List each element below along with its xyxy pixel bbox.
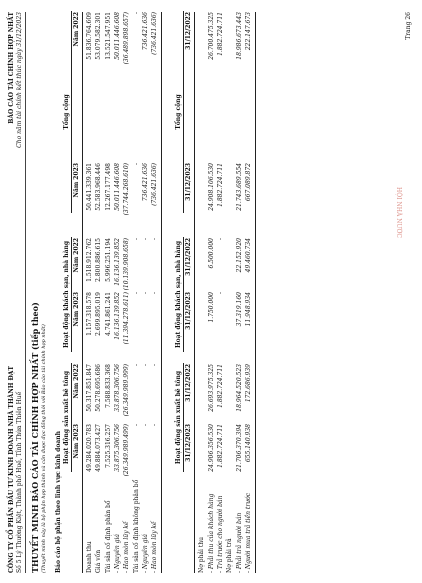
company-address: Số 5 Lý Thường Kiệt, Thành phố Huế, Tỉnh Thừa Thiên Huế [16, 391, 23, 573]
header-rule [25, 12, 26, 573]
header-rule [194, 12, 195, 573]
table-cell: 172.686.939 [244, 364, 252, 403]
report-period: Cho năm tài chính kết thúc ngày 31/12/2023 [16, 12, 23, 148]
row-label: - Hao mòn lũy kế [123, 521, 131, 573]
table-cell: 6.500.000 [207, 238, 215, 269]
table-cell: 24.906.356.530 [207, 424, 215, 472]
column-header: 31/12/2023 [185, 163, 193, 201]
section-label: Báo cáo bộ phận theo lĩnh vực kinh doanh [55, 431, 62, 573]
group-header: Tổng cộng [63, 94, 70, 130]
table-cell: 2.800.886.615 [95, 238, 103, 282]
row-label: - Hao mòn lũy kế [151, 521, 159, 573]
column-header: Năm 2023 [73, 163, 80, 198]
table-cell: - [217, 292, 224, 295]
column-header: 31/12/2022 [185, 12, 193, 50]
row-label: Doanh thu [86, 541, 93, 573]
table-cell: 1.518.912.762 [86, 238, 93, 282]
table-cell: 7.588.833.368 [104, 364, 112, 408]
table-cell: 5.996.251.194 [104, 238, 112, 282]
table-cell: - [141, 238, 149, 241]
table-cell: (10.139.908.658) [123, 238, 131, 291]
table-cell: 37.319.160 [235, 292, 243, 327]
table-cell: 16.136.139.852 [113, 292, 121, 340]
group-underline [183, 363, 184, 472]
table-cell: 2.699.895.019 [95, 292, 103, 336]
table-cell: 1.750.000 [207, 292, 215, 323]
group-header: Hoạt động khách sạn, nhà hàng [175, 240, 183, 349]
table-cell: 21.706.370.394 [235, 424, 243, 472]
table-cell: (36.489.898.657) [123, 12, 131, 65]
table-cell: 49.884.073.427 [95, 424, 103, 472]
table-cell: 33.878.306.756 [113, 364, 121, 412]
table-cell: 52.583.968.446 [95, 163, 103, 211]
table-cell: - [151, 238, 159, 241]
page-title: THUYẾT MINH BÁO CÁO TÀI CHÍNH HỢP NHẤT (tiếp theo) [30, 302, 40, 573]
row-label: - Phải thu của khách hàng [207, 493, 215, 573]
table-cell: 33.875.306.756 [113, 424, 121, 472]
table-cell: - [132, 163, 140, 166]
table-cell: 1.157.318.578 [86, 292, 93, 336]
column-header: Năm 2023 [73, 292, 80, 327]
table-cell: - [132, 364, 140, 367]
table-cell: 26.693.975.325 [207, 364, 215, 412]
table-cell: 50.441.339.361 [86, 163, 93, 211]
table-cell: 222.147.673 [244, 12, 252, 51]
table-cell: 12.267.177.498 [104, 163, 112, 211]
table-cell: - [141, 424, 149, 427]
group-header: Hoạt động sản xuất bê tông [175, 370, 183, 465]
table-cell: (26.349.989.999) [123, 364, 131, 417]
table-cell: 4.741.861.241 [104, 292, 112, 336]
table-cell: 49.284.020.783 [86, 424, 93, 472]
group-header: Tổng cộng [175, 94, 183, 130]
row-label: Tài sản cố định phân bổ [104, 500, 112, 573]
table-cell: - [141, 364, 149, 367]
table-cell: - [132, 292, 140, 295]
table-cell: 51.836.764.609 [86, 12, 93, 60]
column-header: 31/12/2022 [185, 364, 193, 402]
table-cell: (11.394.278.611) [123, 292, 131, 345]
table-cell: 736.421.636 [141, 12, 149, 51]
group-underline [71, 363, 72, 472]
group-underline [183, 11, 184, 213]
column-header: Năm 2022 [73, 238, 80, 273]
report-name: BÁO CÁO TÀI CHÍNH HỢP NHẤT [8, 12, 15, 124]
table-cell: 50.278.695.686 [95, 364, 103, 412]
table-cell: 1.882.724.711 [217, 424, 224, 468]
table-cell: 24.908.106.530 [207, 163, 215, 211]
table-cell: (736.421.636) [151, 163, 159, 206]
table-cell: - [141, 292, 149, 295]
table-cell: 736.421.636 [141, 163, 149, 202]
row-label: - Người mua trả tiền trước [244, 492, 252, 573]
table-cell: 50.011.446.608 [113, 163, 121, 211]
table-cell: 7.525.316.257 [104, 424, 112, 468]
table-cell: 49.460.734 [244, 238, 252, 273]
table-cell: 18.964.520.523 [235, 364, 243, 412]
table-cell: (37.744.268.610) [123, 163, 131, 216]
table-cell: - [151, 292, 159, 295]
table-cell: 50.011.446.608 [113, 12, 121, 60]
table-cell: 655.140.938 [244, 424, 252, 463]
table-cell: - [132, 238, 140, 241]
table-cell: 667.089.872 [244, 163, 252, 202]
table-cell: 53.079.582.301 [95, 12, 103, 60]
table-cell: - [132, 12, 140, 15]
stamp-text: HỘI NHÀ NƯỚC [395, 187, 402, 238]
table-cell: 1.882.724.711 [217, 163, 224, 207]
table-cell: - [151, 424, 159, 427]
row-label: - Nguyên giá [113, 534, 121, 573]
table-cell: 16.136.139.852 [113, 238, 121, 286]
table-cell: (26.349.989.499) [123, 424, 131, 477]
row-label: - Trả trước cho người bán [217, 495, 224, 573]
row-label: Nợ phải thu [198, 536, 206, 573]
group-underline [71, 237, 72, 352]
table-cell: 11.948.934 [244, 292, 252, 327]
group-header: Hoạt động khách sạn, nhà hàng [63, 240, 70, 349]
table-cell: 22.152.920 [235, 238, 243, 273]
table-bottom-rule [161, 12, 162, 573]
group-header: Hoạt động sản xuất bê tông [63, 370, 70, 465]
table-cell: 18.986.673.443 [235, 12, 243, 60]
column-header: Năm 2022 [73, 12, 80, 47]
row-label: Nợ phải trả [226, 538, 234, 573]
page-number: Trang 26 [405, 12, 412, 40]
column-header: 31/12/2023 [185, 424, 193, 462]
page-subtitle: (Thuyết minh này là bộ phận hợp thành và cần được đọc đồng thời với Báo cáo tài chính hợp nhất) [41, 324, 47, 573]
table-cell: 13.521.547.951 [104, 12, 112, 60]
table-cell: - [217, 238, 224, 241]
row-label: Giá vốn [95, 549, 103, 573]
column-header: 31/12/2023 [185, 292, 193, 330]
column-header: Năm 2022 [73, 364, 80, 399]
table-cell: 50.317.851.847 [86, 364, 93, 412]
row-label: - Phải trả người bán [235, 512, 243, 573]
table-cell: (736.421.636) [151, 12, 159, 55]
column-header: Năm 2023 [73, 424, 80, 459]
group-underline [183, 237, 184, 352]
company-name: CÔNG TY CỔ PHẦN ĐẦU TƯ KINH DOANH NHÀ THÀNH ĐẠT [8, 366, 15, 573]
header-rule [82, 12, 83, 573]
group-underline [71, 11, 72, 213]
table-cell: 1.882.724.711 [217, 364, 224, 408]
table-cell: - [151, 364, 159, 367]
table-cell: 26.700.475.325 [207, 12, 215, 60]
table-bottom-rule [255, 12, 256, 573]
row-label: Tài sản cố định không phân bổ [132, 479, 140, 573]
table-cell: 1.882.724.711 [217, 12, 224, 56]
row-label: - Nguyên giá [141, 534, 149, 573]
table-cell: 21.743.689.554 [235, 163, 243, 211]
table-cell: - [132, 424, 140, 427]
column-header: 31/12/2022 [185, 238, 193, 276]
